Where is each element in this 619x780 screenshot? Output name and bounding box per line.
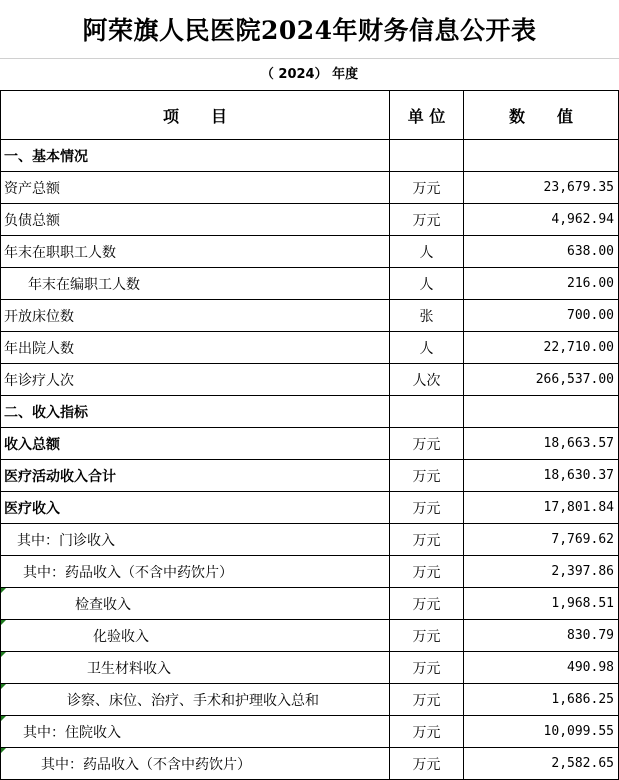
table-row [1, 524, 619, 556]
cell-marker-icon [1, 620, 6, 625]
row-value: 18,663.57 [464, 428, 619, 460]
header-value: 数 值 [464, 91, 619, 140]
page-title: 阿荣旗人民医院2024年财务信息公开表 [82, 16, 537, 45]
row-value [464, 396, 619, 428]
table-row [1, 396, 619, 428]
row-value: 216.00 [464, 268, 619, 300]
row-unit: 人 [390, 268, 464, 300]
row-item [1, 716, 390, 748]
row-unit: 万元 [390, 492, 464, 524]
row-value: 10,099.55 [464, 716, 619, 748]
row-value: 700.00 [464, 300, 619, 332]
row-item: 收入总额 [1, 428, 390, 460]
row-unit [390, 140, 464, 172]
row-item [1, 652, 390, 684]
row-item [1, 748, 390, 780]
table-row [1, 684, 619, 716]
table-row [1, 268, 619, 300]
row-unit: 万元 [390, 620, 464, 652]
row-unit: 万元 [390, 428, 464, 460]
row-item: 年末在编职工人数 [1, 268, 390, 300]
table-row [1, 620, 619, 652]
cell-marker-icon [1, 716, 6, 721]
row-value: 1,968.51 [464, 588, 619, 620]
row-value: 2,582.65 [464, 748, 619, 780]
row-unit: 人次 [390, 364, 464, 396]
row-item: 年出院人数 [1, 332, 390, 364]
row-value: 1,686.25 [464, 684, 619, 716]
row-value: 22,710.00 [464, 332, 619, 364]
row-item [1, 588, 390, 620]
row-item-label: 诊察、床位、治疗、手术和护理收入总和 [67, 692, 319, 709]
cell-marker-icon [1, 748, 6, 753]
row-unit: 万元 [390, 652, 464, 684]
row-item-label: 检查收入 [75, 596, 131, 613]
table-row [1, 236, 619, 268]
row-unit: 人 [390, 236, 464, 268]
row-unit: 万元 [390, 748, 464, 780]
row-item: 负债总额 [1, 204, 390, 236]
row-item [1, 684, 390, 716]
table-row [1, 748, 619, 780]
cell-marker-icon [1, 652, 6, 657]
row-item: 医疗活动收入合计 [1, 460, 390, 492]
row-unit: 人 [390, 332, 464, 364]
row-item: 年诊疗人次 [1, 364, 390, 396]
row-unit: 万元 [390, 460, 464, 492]
header-unit: 单 位 [390, 91, 464, 140]
row-unit [390, 396, 464, 428]
header-item: 项 目 [1, 91, 390, 140]
row-item: 其中：门诊收入 [1, 524, 390, 556]
row-unit: 万元 [390, 556, 464, 588]
row-value: 638.00 [464, 236, 619, 268]
row-item-label: 化验收入 [93, 628, 149, 645]
row-value: 4,962.94 [464, 204, 619, 236]
row-value: 830.79 [464, 620, 619, 652]
row-value: 23,679.35 [464, 172, 619, 204]
row-value: 7,769.62 [464, 524, 619, 556]
table-row [1, 204, 619, 236]
row-item [1, 620, 390, 652]
row-item: 年末在职职工人数 [1, 236, 390, 268]
row-item: 资产总额 [1, 172, 390, 204]
table-row [1, 716, 619, 748]
row-unit: 万元 [390, 588, 464, 620]
cell-marker-icon [1, 684, 6, 689]
table-row [1, 428, 619, 460]
table-row [1, 140, 619, 172]
row-value: 17,801.84 [464, 492, 619, 524]
row-item: 开放床位数 [1, 300, 390, 332]
table-row [1, 492, 619, 524]
row-unit: 万元 [390, 684, 464, 716]
row-unit: 万元 [390, 716, 464, 748]
table-row [1, 172, 619, 204]
cell-marker-icon [1, 588, 6, 593]
table-header-row [1, 91, 619, 140]
row-value: 490.98 [464, 652, 619, 684]
row-value: 2,397.86 [464, 556, 619, 588]
row-item: 一、基本情况 [1, 140, 390, 172]
row-unit: 张 [390, 300, 464, 332]
row-item-label: 卫生材料收入 [87, 660, 171, 677]
table-row [1, 588, 619, 620]
row-unit: 万元 [390, 524, 464, 556]
row-item: 其中：药品收入（不含中药饮片） [1, 556, 390, 588]
row-value: 18,630.37 [464, 460, 619, 492]
row-value: 266,537.00 [464, 364, 619, 396]
year-label: （ 2024） 年度 [0, 58, 619, 91]
table-row [1, 556, 619, 588]
row-unit: 万元 [390, 172, 464, 204]
row-value [464, 140, 619, 172]
table-row [1, 652, 619, 684]
finance-table [0, 90, 619, 780]
table-row [1, 460, 619, 492]
row-unit: 万元 [390, 204, 464, 236]
row-item-label: 其中：住院收入 [23, 724, 121, 741]
table-row [1, 300, 619, 332]
row-item: 医疗收入 [1, 492, 390, 524]
row-item-label: 其中：药品收入（不含中药饮片） [41, 756, 251, 773]
table-row [1, 332, 619, 364]
row-item: 二、收入指标 [1, 396, 390, 428]
table-row [1, 364, 619, 396]
